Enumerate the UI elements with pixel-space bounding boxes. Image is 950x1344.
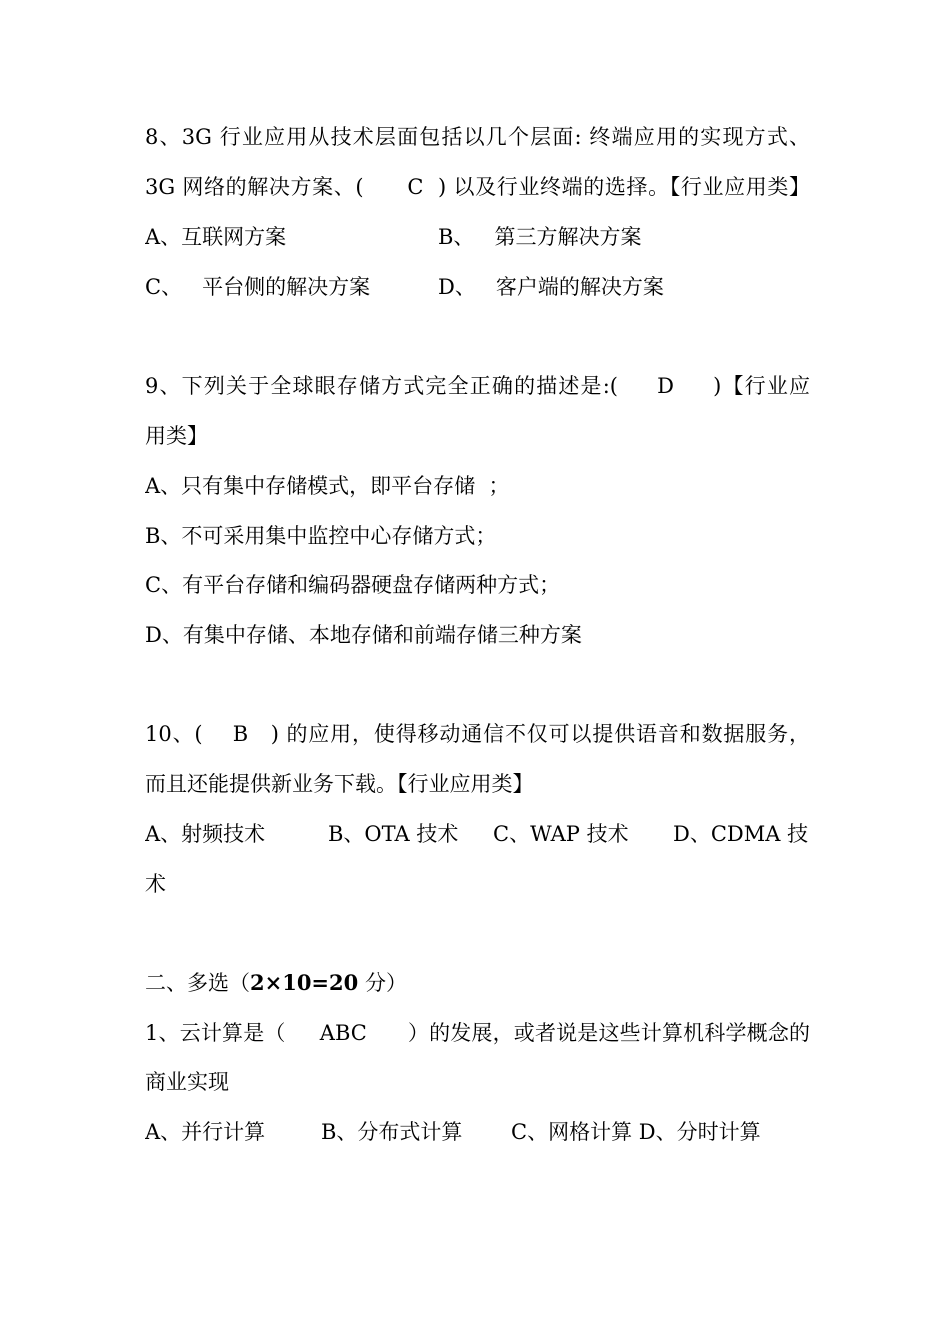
q9-stem-line2: 用类】 (145, 424, 208, 448)
mq1-option-c-d: C、网格计算 D、分时计算 (511, 1120, 761, 1144)
q10-stem-line1: 10、( B ) 的应用，使得移动通信不仅可以提供语音和数据服务， (145, 722, 810, 746)
q8-option-d: D、 客户端的解决方案 (438, 275, 664, 299)
q10-option-d: D、CDMA 技 (673, 822, 809, 846)
section-2-score: 2×10=20 (250, 970, 359, 995)
q8-option-b: B、 第三方解决方案 (438, 225, 642, 249)
q10-stem-line2: 而且还能提供新业务下载。【行业应用类】 (145, 772, 534, 796)
q8-stem-line2: 3G 网络的解决方案、( C ) 以及行业终端的选择。【行业应用类】 (145, 175, 810, 199)
q8-option-c: C、 平台侧的解决方案 (145, 275, 371, 299)
mq1-option-b: B、分布式计算 (321, 1120, 463, 1144)
mq1-stem-line2: 商业实现 (145, 1070, 229, 1094)
q9-option-a: A、只有集中存储模式，即平台存储 ； (145, 474, 510, 498)
q10-option-c: C、WAP 技术 (493, 822, 629, 846)
q10-option-a: A、射频技术 (145, 822, 266, 846)
q10-option-b: B、OTA 技术 (328, 822, 459, 846)
q10-option-d-continued: 术 (145, 872, 166, 896)
q9-option-b: B、不可采用集中监控中心存储方式； (145, 524, 497, 548)
section-2-heading (145, 968, 810, 998)
q8-stem-line1: 8、3G 行业应用从技术层面包括以几个层面: 终端应用的实现方式、 (145, 125, 810, 149)
section-2-suffix: 分） (358, 971, 407, 995)
mq1-option-a: A、并行计算 (145, 1120, 266, 1144)
q9-stem-line1: 9、下列关于全球眼存储方式完全正确的描述是:( D )【行业应 (145, 374, 810, 398)
mq1-stem-line1: 1、云计算是（ ABC ）的发展，或者说是这些计算机科学概念的 (145, 1021, 810, 1045)
section-2-prefix: 二、多选（ (145, 971, 250, 995)
q8-option-a: A、互联网方案 (145, 225, 287, 249)
q9-option-c: C、有平台存储和编码器硬盘存储两种方式； (145, 573, 561, 597)
q9-option-d: D、有集中存储、本地存储和前端存储三种方案 (145, 623, 582, 647)
